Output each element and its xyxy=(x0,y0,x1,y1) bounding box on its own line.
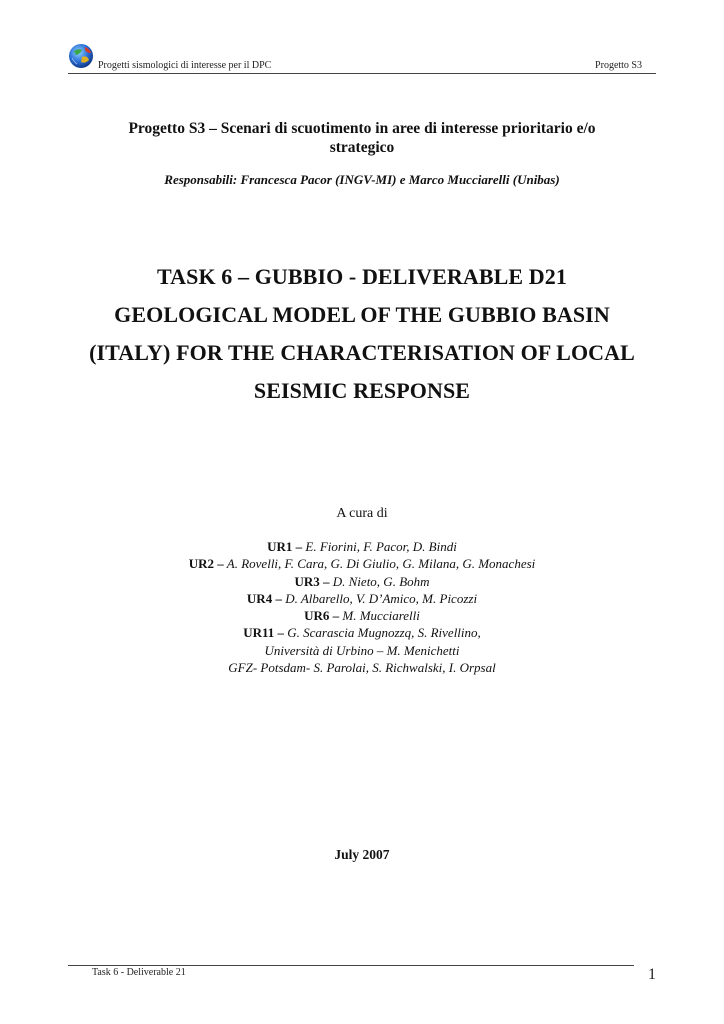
author-names: D. Albarello, V. D’Amico, M. Picozzi xyxy=(281,590,478,606)
unit-label: UR1 – xyxy=(267,539,303,554)
project-title-line: Progetto S3 – Scenari di scuotimento in aree di interesse prioritario e/o xyxy=(128,120,596,137)
footer-divider xyxy=(68,965,634,966)
main-title-line: TASK 6 – GUBBIO - DELIVERABLE D21 xyxy=(157,264,567,289)
main-title-line: GEOLOGICAL MODEL OF THE GUBBIO BASIN xyxy=(114,302,610,327)
publication-date: July 2007 xyxy=(334,847,390,862)
author-names: Università di Urbino – M. Menichetti xyxy=(264,642,460,658)
author-line xyxy=(40,590,684,607)
author-line xyxy=(40,642,684,659)
header-left-text: Progetti sismologici di interesse per il DPC xyxy=(98,60,272,71)
project-title-line: strategico xyxy=(329,139,395,156)
header-right-text: Progetto S3 xyxy=(595,60,642,71)
unit-label: UR3 – xyxy=(294,573,330,589)
main-title xyxy=(40,258,684,410)
author-names: M. Mucciarelli xyxy=(339,608,420,624)
author-names: D. Nieto, G. Bohm xyxy=(329,573,430,589)
main-title-line: (ITALY) FOR THE CHARACTERISATION OF LOCAL xyxy=(89,340,635,365)
main-title-line: SEISMIC RESPONSE xyxy=(253,378,471,403)
author-line xyxy=(40,624,684,641)
edited-by-label: A cura di xyxy=(336,506,388,521)
unit-label: UR6 – xyxy=(304,608,340,624)
unit-label: UR2 – xyxy=(188,556,224,572)
unit-label: UR4 – xyxy=(246,590,282,606)
author-names: E. Fiorini, F. Pacor, D. Bindi xyxy=(302,539,457,554)
unit-label: UR11 – xyxy=(243,625,284,641)
author-line xyxy=(40,555,684,572)
authors-list xyxy=(40,538,684,676)
author-line xyxy=(40,659,684,676)
author-line xyxy=(40,607,684,624)
author-line xyxy=(40,538,684,555)
footer-left-text: Task 6 - Deliverable 21 xyxy=(92,967,186,978)
author-names: A. Rovelli, F. Cara, G. Di Giulio, G. Milana, G. Monachesi xyxy=(223,556,536,572)
project-title xyxy=(60,119,664,157)
globe-logo-icon xyxy=(68,42,96,70)
author-names: GFZ- Potsdam- S. Parolai, S. Richwalski, I. Orpsal xyxy=(228,660,496,676)
responsabili-line: Responsabili: Francesca Pacor (INGV-MI) e Marco Mucciarelli (Unibas) xyxy=(164,172,560,187)
author-line xyxy=(40,573,684,590)
author-names: G. Scarascia Mugnozzq, S. Rivellino, xyxy=(284,625,481,641)
page-number: 1 xyxy=(648,966,656,983)
header-divider xyxy=(68,73,656,74)
